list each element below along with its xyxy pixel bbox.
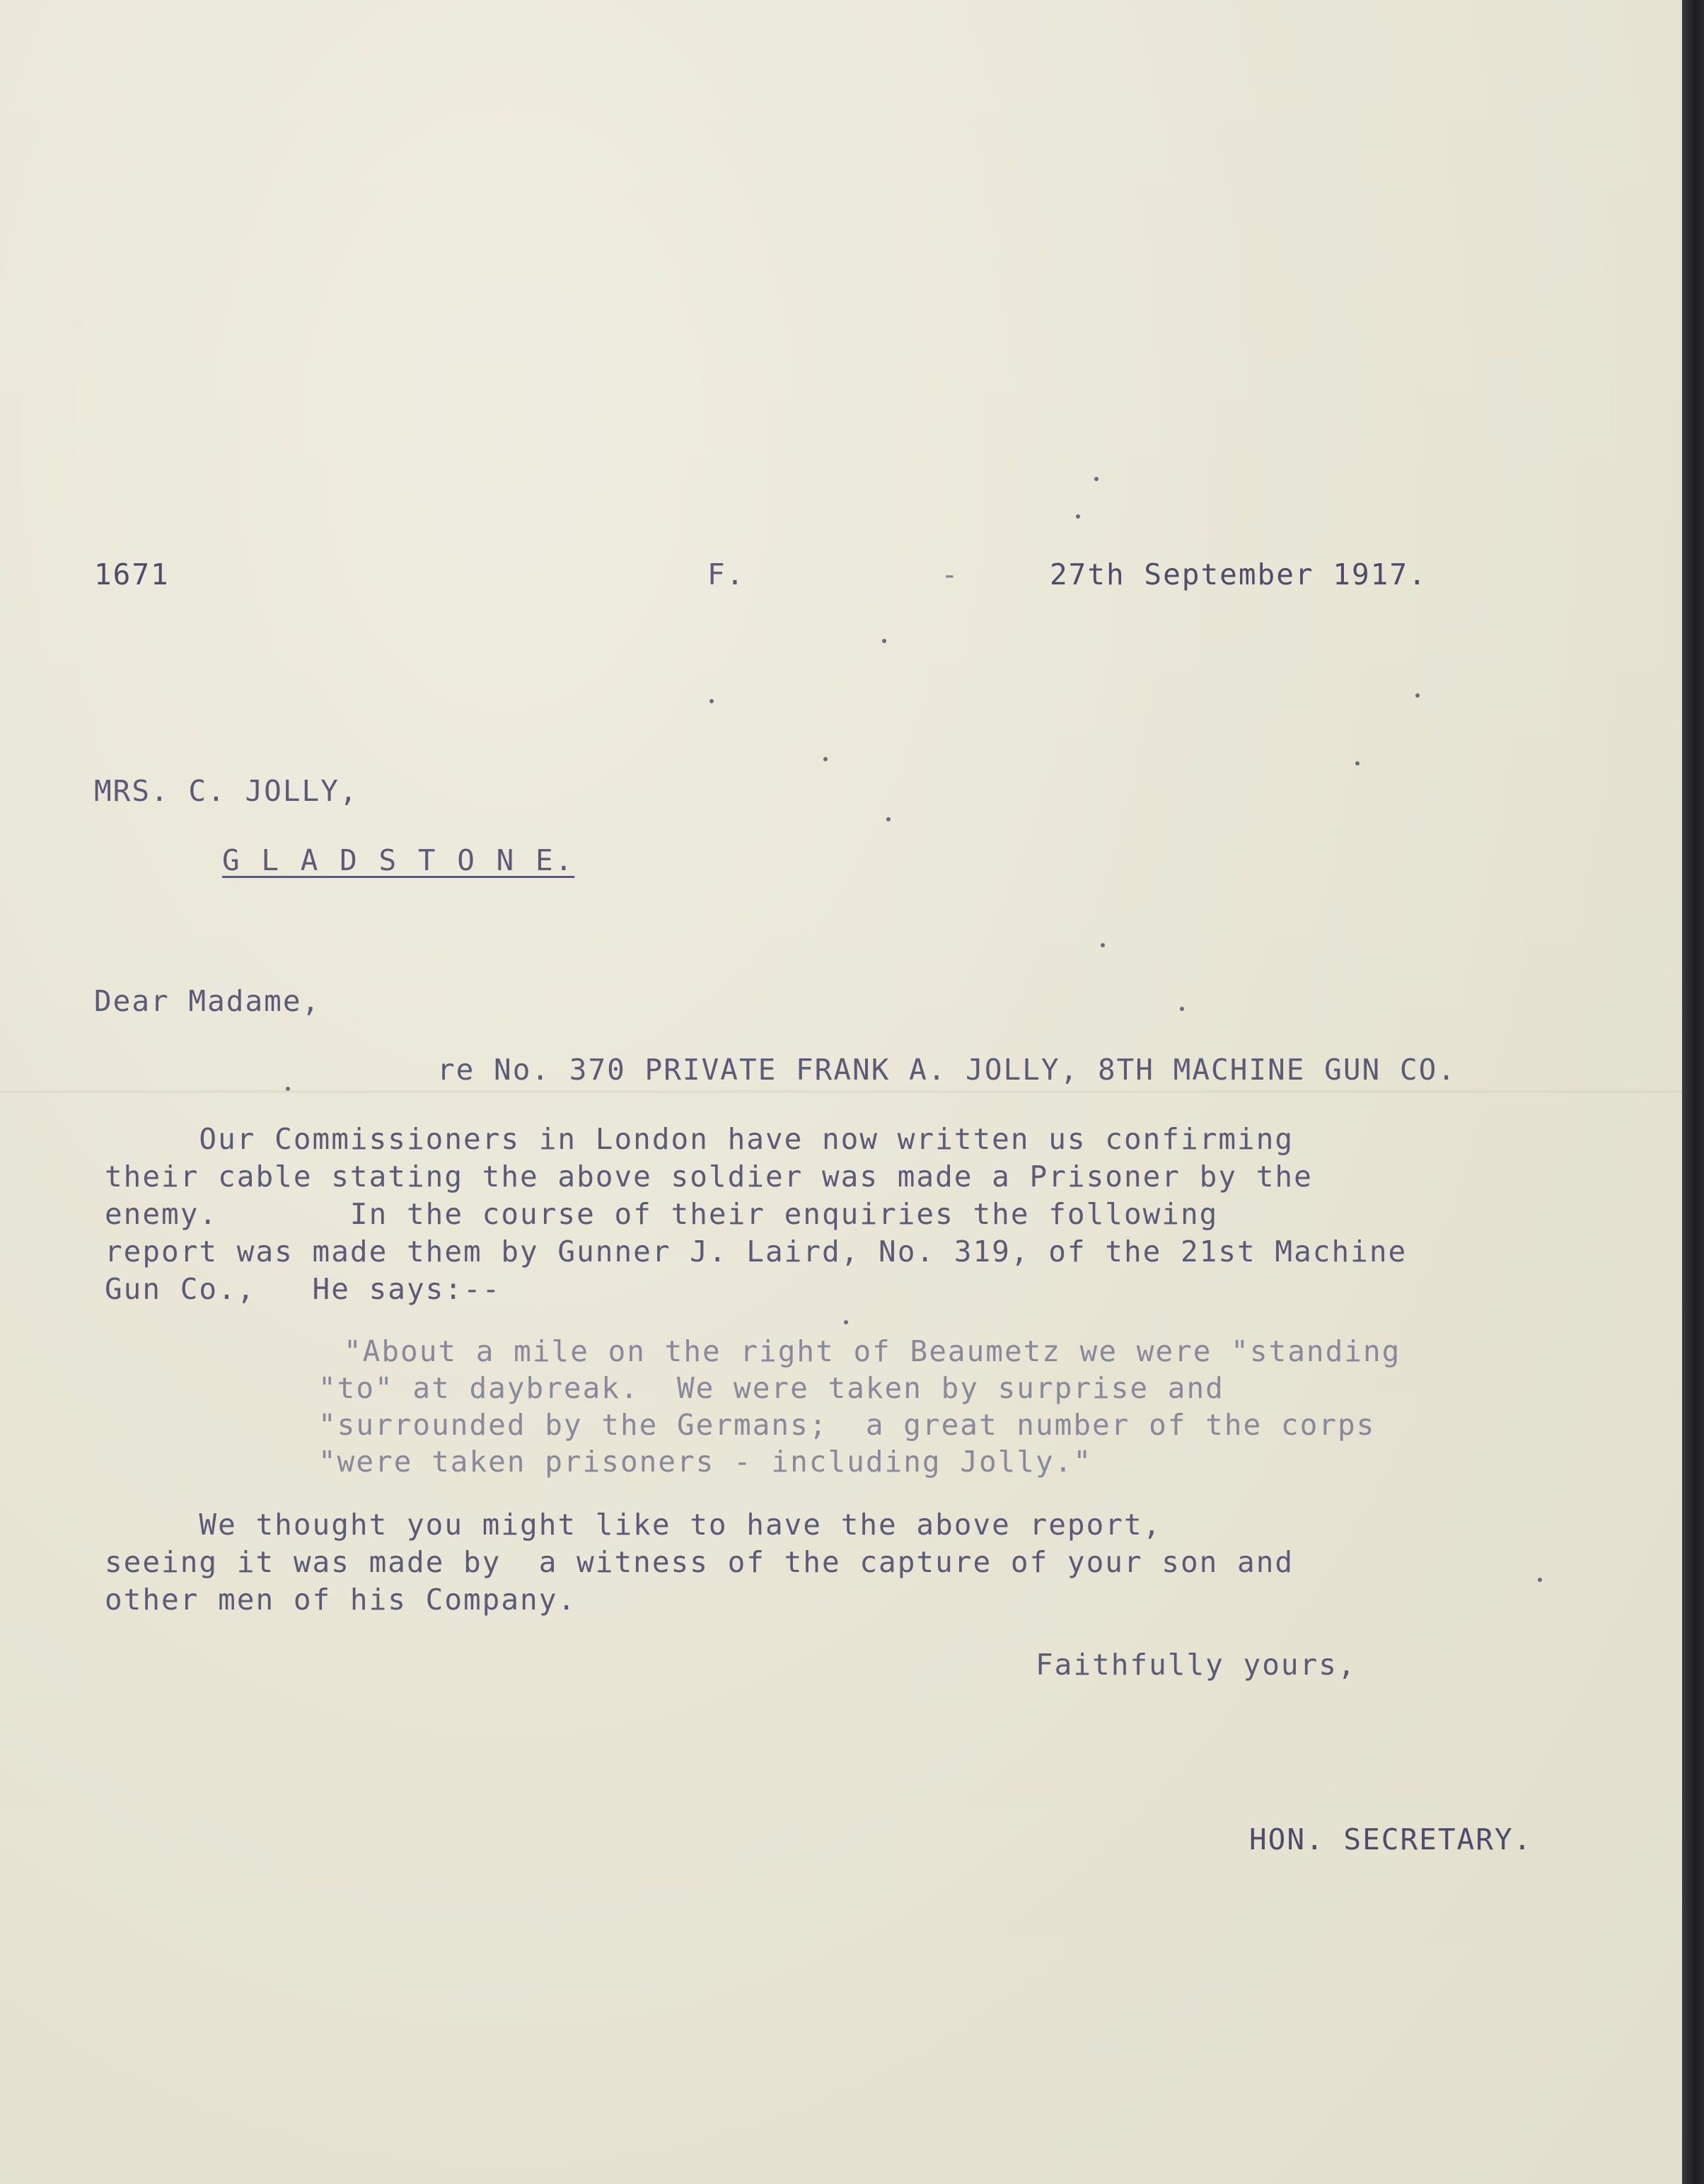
ink-speck bbox=[1415, 693, 1420, 698]
quote-line: "About a mile on the right of Beaumetz we were "standing bbox=[344, 1334, 1401, 1368]
file-mark: F. bbox=[707, 557, 746, 591]
ink-speck bbox=[886, 817, 891, 821]
paper-fold bbox=[0, 1090, 1682, 1094]
body-line: report was made them by Gunner J. Laird, No. 319, of the 21st Machine bbox=[105, 1235, 1408, 1269]
ink-speck bbox=[1094, 477, 1099, 481]
recipient-name: MRS. C. JOLLY, bbox=[94, 774, 359, 808]
letter-date: 27th September 1917. bbox=[1050, 557, 1427, 591]
signature-title: HON. SECRETARY. bbox=[1249, 1822, 1533, 1856]
closing-line: We thought you might like to have the above report, bbox=[105, 1508, 1162, 1542]
ink-speck bbox=[1101, 943, 1105, 947]
body-line: Gun Co., He says:-- bbox=[105, 1272, 502, 1306]
ink-speck bbox=[1355, 761, 1360, 765]
ink-speck bbox=[709, 699, 714, 703]
body-line: their cable stating the above soldier was made a Prisoner by the bbox=[105, 1160, 1313, 1194]
ink-speck bbox=[1180, 1007, 1184, 1011]
closing-line: other men of his Company. bbox=[105, 1583, 577, 1617]
ink-speck bbox=[1076, 514, 1080, 519]
reference-number: 1671 bbox=[94, 557, 170, 591]
body-line: Our Commissioners in London have now written us confirming bbox=[105, 1122, 1294, 1156]
ink-speck bbox=[823, 757, 828, 761]
ink-speck bbox=[844, 1320, 848, 1324]
quote-line: "surrounded by the Germans; a great number of the corps bbox=[318, 1408, 1376, 1442]
body-line: enemy. In the course of their enquiries the following bbox=[105, 1197, 1219, 1231]
ink-speck bbox=[1538, 1578, 1542, 1582]
header-dash: - bbox=[941, 557, 960, 591]
quote-line: "to" at daybreak. We were taken by surprise and bbox=[318, 1371, 1224, 1405]
subject-line: re No. 370 PRIVATE FRANK A. JOLLY, 8TH MACHINE GUN CO. bbox=[437, 1053, 1456, 1087]
scan-edge bbox=[1682, 0, 1704, 2184]
quote-line: "were taken prisoners - including Jolly." bbox=[318, 1445, 1093, 1479]
ink-speck bbox=[882, 639, 886, 643]
salutation: Dear Madame, bbox=[94, 984, 321, 1018]
valediction: Faithfully yours, bbox=[1036, 1648, 1357, 1682]
ink-speck bbox=[286, 1087, 290, 1091]
recipient-place: G L A D S T O N E. bbox=[222, 843, 575, 877]
closing-line: seeing it was made by a witness of the capture of your son and bbox=[105, 1545, 1294, 1579]
